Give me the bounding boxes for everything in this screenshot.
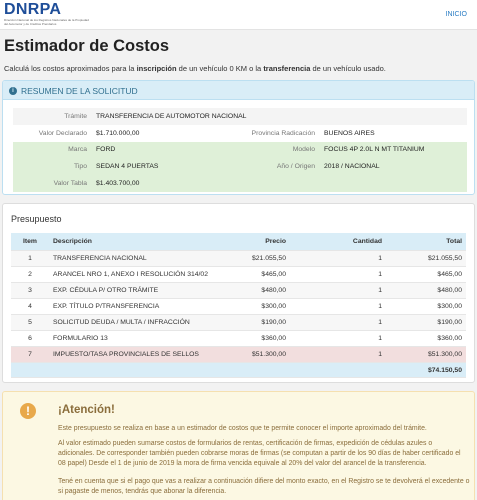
row-price: $21.055,50: [220, 250, 290, 266]
page-title: Estimador de Costos: [4, 37, 170, 55]
table-row: [11, 330, 466, 346]
row-qty: 1: [290, 347, 386, 363]
row-item: 3: [11, 282, 49, 298]
logo-wordmark: DNRPA: [4, 1, 62, 18]
provincia-label: Provincia Radicación: [251, 129, 315, 137]
tramite-label: Trámite: [13, 108, 93, 125]
col-desc: Descripción: [49, 233, 220, 250]
table-row: [11, 266, 466, 282]
attention-paragraph-1: Este presupuesto se realiza en base a un estimador de costos que te permite conocer el importe aproximado del trámite.: [58, 425, 427, 432]
attention-paragraph-2: Al valor estimado pueden sumarse costos de formularios de rentas, certificación de firmas, expedición de cédulas azules o adicionales. De corresponder también pueden cobrarse moras de firmas (se computan a partir de los 90 días de haber certificado el 08 papel) Desde el 1 de junio de 2019 la mora de firma vencida equivale al 20% del valor del arancel de la transferencia.: [58, 440, 461, 467]
grand-total-value: $74.150,50: [386, 363, 466, 378]
row-item: 1: [11, 250, 49, 266]
row-total: $21.055,50: [386, 250, 466, 266]
budget-header-row: [11, 233, 466, 250]
marca-label: Marca: [13, 142, 93, 159]
col-total: Total: [386, 233, 466, 250]
row-qty: 1: [290, 314, 386, 330]
modelo-label: Modelo: [243, 142, 321, 159]
row-qty: 1: [290, 282, 386, 298]
row-total: $300,00: [386, 298, 466, 314]
row-price: $300,00: [220, 298, 290, 314]
row-qty: 1: [290, 330, 386, 346]
row-price: $51.300,00: [220, 347, 290, 363]
marca-value: FORD: [93, 142, 243, 159]
lead-bold-transferencia: transferencia: [263, 64, 311, 73]
summary-row-tramite: [13, 108, 467, 125]
budget-title: Presupuesto: [11, 214, 62, 224]
summary-title: RESUMEN DE LA SOLICITUD: [21, 86, 138, 96]
valor-tabla-label: Valor Tabla: [13, 175, 93, 192]
row-desc: IMPUESTO/TASA PROVINCIALES DE SELLOS: [49, 347, 220, 363]
valor-tabla-value: $1.403.700,00: [93, 175, 467, 192]
row-item: 5: [11, 314, 49, 330]
attention-paragraph-3: Tené en cuenta que si el pago que vas a realizar a continuación difiere del monto exacto, en el Registro se te devolverá el excedente o si pagaste de menos, tendrás que abonar la diferencia.: [58, 478, 470, 495]
row-item: 4: [11, 298, 49, 314]
valor-declarado-value: $1.710.000,00: [96, 129, 140, 137]
row-desc: FORMULARIO 13: [49, 330, 220, 346]
row-desc: SOLICITUD DEUDA / MULTA / INFRACCIÓN: [49, 314, 220, 330]
row-qty: 1: [290, 266, 386, 282]
row-desc: TRANSFERENCIA NACIONAL: [49, 250, 220, 266]
attention-title: ¡Atención!: [58, 404, 115, 416]
top-navbar: [0, 0, 477, 30]
row-price: $190,00: [220, 314, 290, 330]
row-total: $480,00: [386, 282, 466, 298]
row-total: $51.300,00: [386, 347, 466, 363]
modelo-value: FOCUS 4P 2.0L N MT TITANIUM: [321, 142, 467, 159]
attention-panel: [2, 391, 475, 500]
row-qty: 1: [290, 298, 386, 314]
tramite-value: TRANSFERENCIA DE AUTOMOTOR NACIONAL: [93, 108, 467, 125]
info-icon: i: [9, 87, 17, 95]
dnrpa-logo[interactable]: [4, 2, 90, 26]
row-desc: ARANCEL NRO 1, ANEXO I RESOLUCIÓN 314/02: [49, 266, 220, 282]
row-item: 7: [11, 347, 49, 363]
summary-panel-header: [3, 81, 474, 100]
col-price: Precio: [220, 233, 290, 250]
table-row-highlight: [11, 347, 466, 363]
provincia-value: BUENOS AIRES: [324, 129, 375, 137]
col-item: Item: [11, 233, 49, 250]
table-row: [11, 250, 466, 266]
table-row: [11, 282, 466, 298]
row-desc: EXP. CÉDULA P/ OTRO TRÁMITE: [49, 282, 220, 298]
anio-value: 2018 / NACIONAL: [321, 158, 467, 175]
table-row: [11, 298, 466, 314]
budget-table: [11, 233, 466, 378]
page-lead: [4, 64, 386, 73]
nav-inicio-link[interactable]: INICIO: [445, 11, 467, 18]
summary-row-valor: [13, 125, 467, 142]
tipo-label: Tipo: [13, 158, 93, 175]
anio-label: Año / Origen: [243, 158, 321, 175]
col-qty: Cantidad: [290, 233, 386, 250]
grand-total-spacer: [11, 363, 386, 378]
logo-subtitle: Dirección Nacional de los Registros Nacionales de la Propiedad del Automotor y de Créditos Prendarios: [4, 18, 89, 26]
summary-row-marca: [13, 142, 467, 159]
lead-text: de un vehículo 0 KM o la: [176, 64, 264, 73]
row-item: 2: [11, 266, 49, 282]
summary-panel: [2, 80, 475, 195]
valor-declarado-label: Valor Declarado: [38, 129, 87, 137]
row-desc: EXP. TÍTULO P/TRANSFERENCIA: [49, 298, 220, 314]
summary-table: [13, 108, 467, 192]
row-price: $480,00: [220, 282, 290, 298]
table-row: [11, 314, 466, 330]
lead-bold-inscripcion: inscripción: [136, 64, 177, 73]
row-qty: 1: [290, 250, 386, 266]
tipo-value: SEDAN 4 PUERTAS: [93, 158, 243, 175]
lead-text: Calculá los costos aproximados para la: [4, 64, 137, 73]
row-price: $465,00: [220, 266, 290, 282]
budget-panel: [2, 203, 475, 383]
row-total: $190,00: [386, 314, 466, 330]
exclamation-icon: !: [20, 403, 36, 419]
row-price: $360,00: [220, 330, 290, 346]
grand-total-row: [11, 363, 466, 378]
row-total: $465,00: [386, 266, 466, 282]
row-item: 6: [11, 330, 49, 346]
row-total: $360,00: [386, 330, 466, 346]
summary-row-tipo: [13, 158, 467, 175]
summary-row-valor-tabla: [13, 175, 467, 192]
lead-text: de un vehículo usado.: [310, 64, 386, 73]
